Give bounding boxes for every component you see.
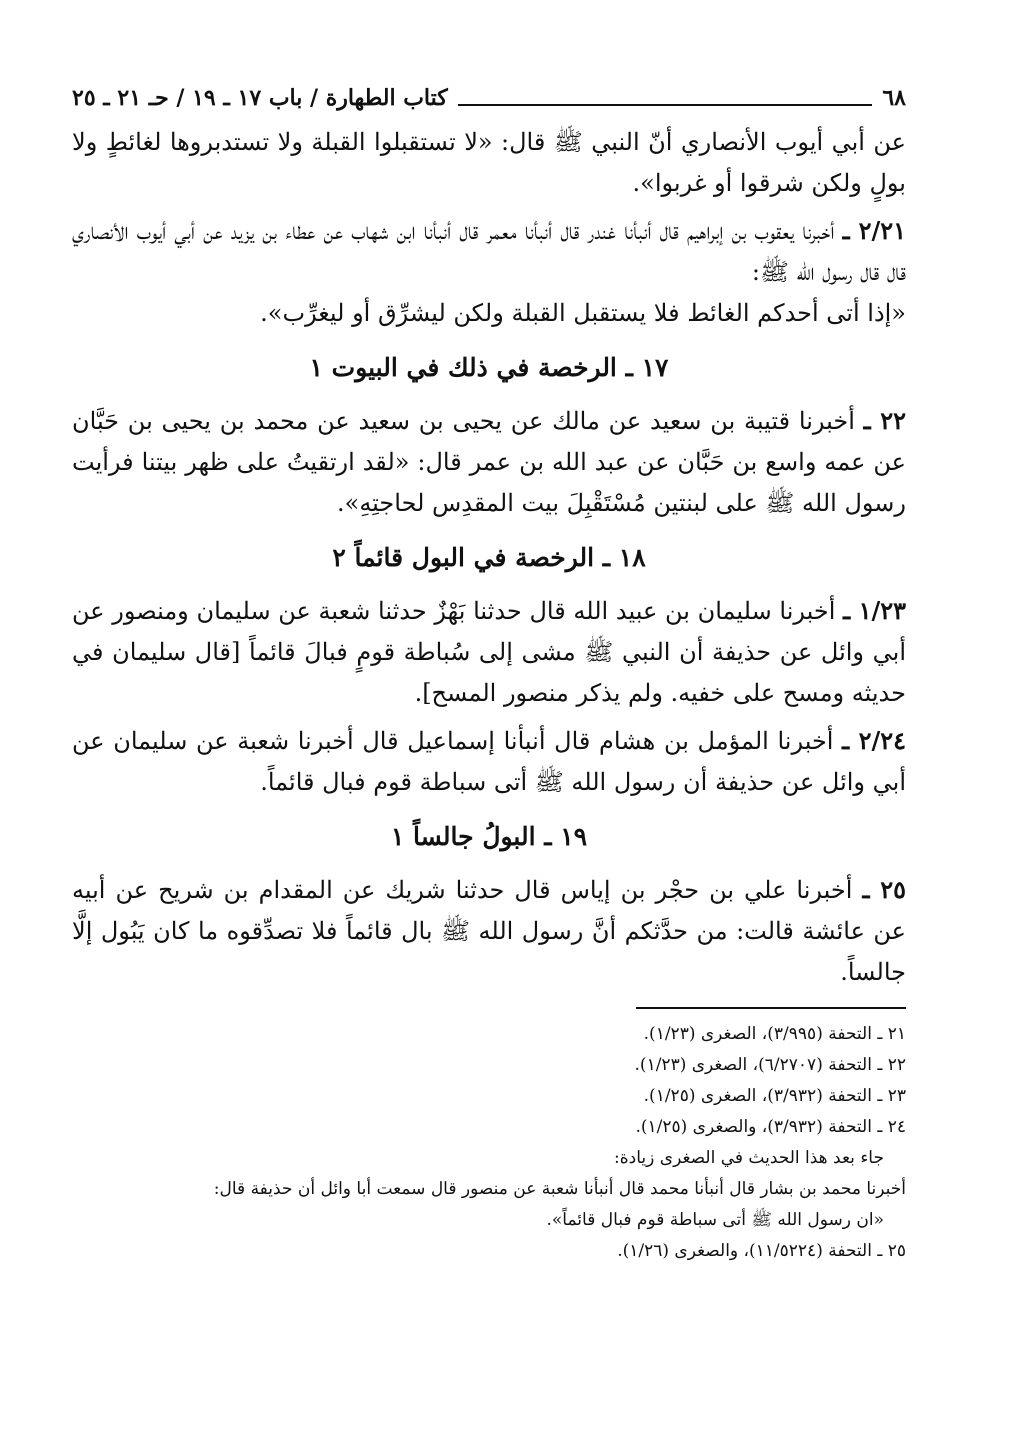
hadith-quote: «إذا أتى أحدكم الغائط فلا يستقبل القبلة ولكن ليشرِّق أو ليغرِّب». [260, 299, 906, 327]
hadith-text: أخبرنا علي بن حجْر بن إياس قال حدثنا شريك عن المقدام بن شريح عن أبيه عن عائشة قالت: من حدَّثكم أنَّ رسول الله ﷺ بال قائماً فلا تصدِّقوه ما كان يَبُول إلَّا جالساً. [72, 876, 906, 986]
chapter-heading-19: ١٩ ـ البولُ جالساً ١ [390, 822, 588, 851]
hadith-paragraph-1: عن أبي أيوب الأنصاري أنّ النبي ﷺ قال: «لا تستقبلوا القبلة ولا تستدبروها لغائطٍ ولا بولٍ ولكن شرقوا أو غربوا». [72, 128, 906, 197]
header-rule [458, 104, 873, 106]
footnote-21: ٢١ ـ التحفة (٣/٩٩٥)، الصغرى (١/٢٣). [643, 1024, 906, 1044]
footnote-25: ٢٥ ـ التحفة (١١/٥٢٢٤)، والصغرى (١/٢٦). [617, 1241, 906, 1261]
footnote-22: ٢٢ ـ التحفة (٦/٢٧٠٧)، الصغرى (١/٢٣). [634, 1055, 906, 1075]
running-header [72, 82, 906, 112]
hadith-paragraph-5 [72, 720, 906, 803]
hadith-number: ٢/٢١ ـ [842, 216, 906, 245]
page-number: ٦٨ [882, 85, 906, 111]
hadith-paragraph-2 [72, 210, 906, 334]
hadith-number: ٢٥ ـ [862, 875, 907, 904]
hadith-text: أخبرنا المؤمل بن هشام قال أنبأنا إسماعيل قال أخبرنا شعبة عن سليمان عن أبي وائل عن حذيفة أن رسول الله ﷺ أتى سباطة قوم فبال قائماً. [72, 727, 906, 796]
hadith-paragraph-3 [72, 400, 906, 524]
hadith-text: أخبرنا قتيبة بن سعيد عن مالك عن يحيى بن سعيد عن محمد بن يحيى بن حَبَّان عن عمه واسع بن حَبَّان عن عبد الله بن عمر قال: «لقد ارتقيتُ على ظهر بيتنا فرأيت رسول الله ﷺ على لبنتين مُسْتَقْبِلَ بيت المقدِس لحاجتِهِ». [72, 407, 906, 517]
hadith-text: أخبرنا يعقوب بن إبراهيم قال أنبأنا غندر قال أنبأنا معمر قال أنبأنا ابن شهاب عن عطاء بن يزيد عن أبي أيوب الأنصاري قال قال رسول الله ﷺ: [72, 217, 906, 286]
footnotes [72, 1019, 906, 1267]
hadith-text: أخبرنا سليمان بن عبيد الله قال حدثنا بَهْزٌ حدثنا شعبة عن سليمان ومنصور عن أبي وائل عن حذيفة أن النبي ﷺ مشى إلى سُباطة قومٍ فبالَ قائماً [قال سليمان في حديثه ومسح على خفيه. ولم يذكر منصور المسح]. [72, 597, 906, 707]
hadith-number: ٢٢ ـ [863, 406, 906, 435]
footnote-23: ٢٣ ـ التحفة (٣/٩٣٢)، الصغرى (١/٢٥). [643, 1086, 906, 1106]
footnote-24-quote: «ان رسول الله ﷺ أتى سباطة قوم فبال قائماً». [546, 1210, 884, 1230]
hadith-number: ٢/٢٤ ـ [842, 726, 907, 755]
running-title: كتاب الطهارة / باب ١٧ ـ ١٩ / حـ ٢١ ـ ٢٥ [72, 85, 448, 111]
hadith-paragraph-4 [72, 590, 906, 714]
footnote-separator [636, 1007, 906, 1009]
hadith-paragraph-6 [72, 869, 906, 993]
hadith-number: ١/٢٣ ـ [843, 596, 907, 625]
chapter-heading-18: ١٨ ـ الرخصة في البول قائماً ٢ [332, 543, 646, 572]
footnote-24: ٢٤ ـ التحفة (٣/٩٣٢)، والصغرى (١/٢٥). [635, 1117, 906, 1137]
footnote-24-note: جاء بعد هذا الحديث في الصغرى زيادة: [614, 1148, 884, 1168]
footnote-24-extra: أخبرنا محمد بن بشار قال أنبأنا محمد قال أنبأنا شعبة عن منصور قال سمعت أبا وائل أن حذيفة قال: [213, 1179, 906, 1199]
chapter-heading-17: ١٧ ـ الرخصة في ذلك في البيوت ١ [309, 353, 669, 382]
